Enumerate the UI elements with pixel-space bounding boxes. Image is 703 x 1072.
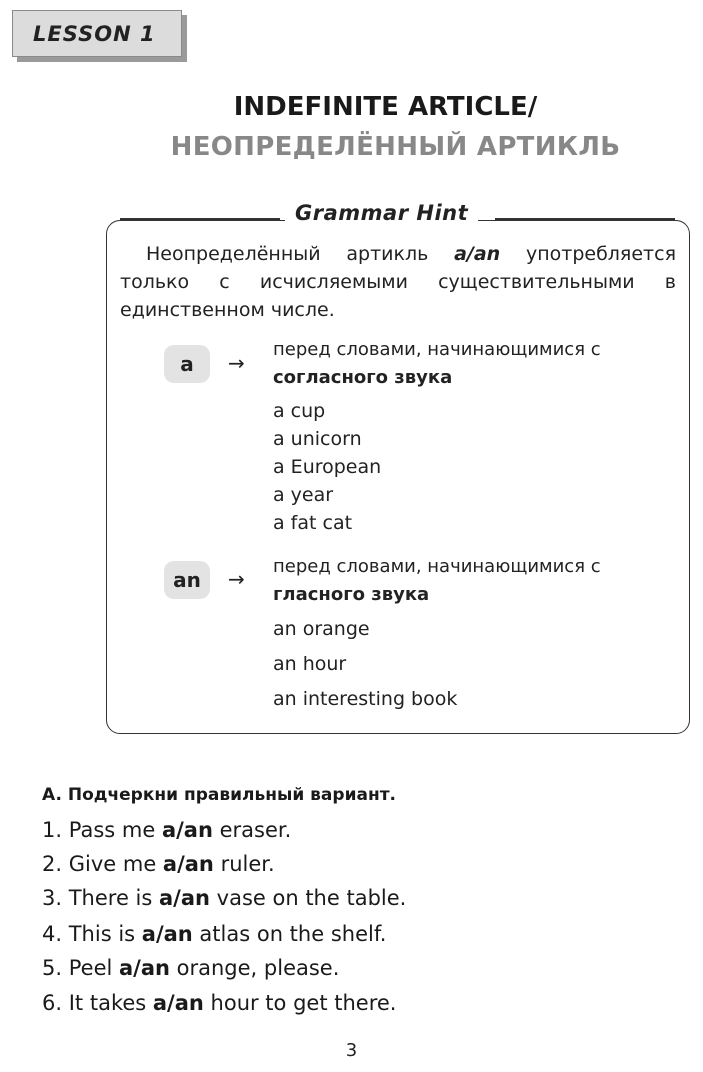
exercise-item: 5. Peel a/an orange, please. [42,956,340,980]
arrow-right-icon: → [228,567,245,591]
grammar-hint-label: Grammar Hint [285,201,478,225]
lesson-badge: LESSON 1 [12,10,182,57]
exercise-item: 1. Pass me a/an eraser. [42,818,292,842]
article-a-pill: a [164,345,210,383]
hint-divider-right [495,218,675,220]
article-an-example: an orange [273,618,370,640]
page-title-english: INDEFINITE ARTICLE/ [233,92,538,122]
article-a-example: a European [273,456,382,478]
hint-intro-text: Неопределённый артикль a/an употребляется только с исчисляемыми существительными в единственном числе. [120,243,676,321]
article-a-rule: перед словами, начинающимися с согласного звука [273,339,601,388]
hint-divider-left [120,218,280,220]
article-choice[interactable]: a/an [152,991,204,1015]
article-an-example: an hour [273,653,347,675]
article-a-example: a year [273,484,334,506]
exercise-item: 4. This is a/an atlas on the shelf. [42,922,387,946]
exercise-item: 2. Give me a/an ruler. [42,852,275,876]
article-a-example: a cup [273,400,326,422]
article-choice[interactable]: a/an [161,818,213,842]
article-choice[interactable]: a/an [119,956,170,980]
exercise-item: 3. There is a/an vase on the table. [42,886,407,910]
article-choice[interactable]: a/an [162,852,214,876]
exercise-item: 6. It takes a/an hour to get there. [42,991,397,1015]
arrow-right-icon: → [228,351,245,375]
article-choice[interactable]: a/an [159,886,210,910]
article-a-example: a fat cat [273,512,353,534]
article-an-pill: an [164,561,210,599]
exercise-title: A. Подчеркни правильный вариант. [42,785,397,805]
page-title-russian: НЕОПРЕДЕЛЁННЫЙ АРТИКЛЬ [170,132,621,162]
article-an-example: an interesting book [273,688,458,710]
page-number: 3 [345,1040,358,1061]
article-choice[interactable]: a/an [141,922,193,946]
article-a-example: a unicorn [273,428,362,450]
article-an-rule: перед словами, начинающимися с гласного звука [273,556,601,605]
